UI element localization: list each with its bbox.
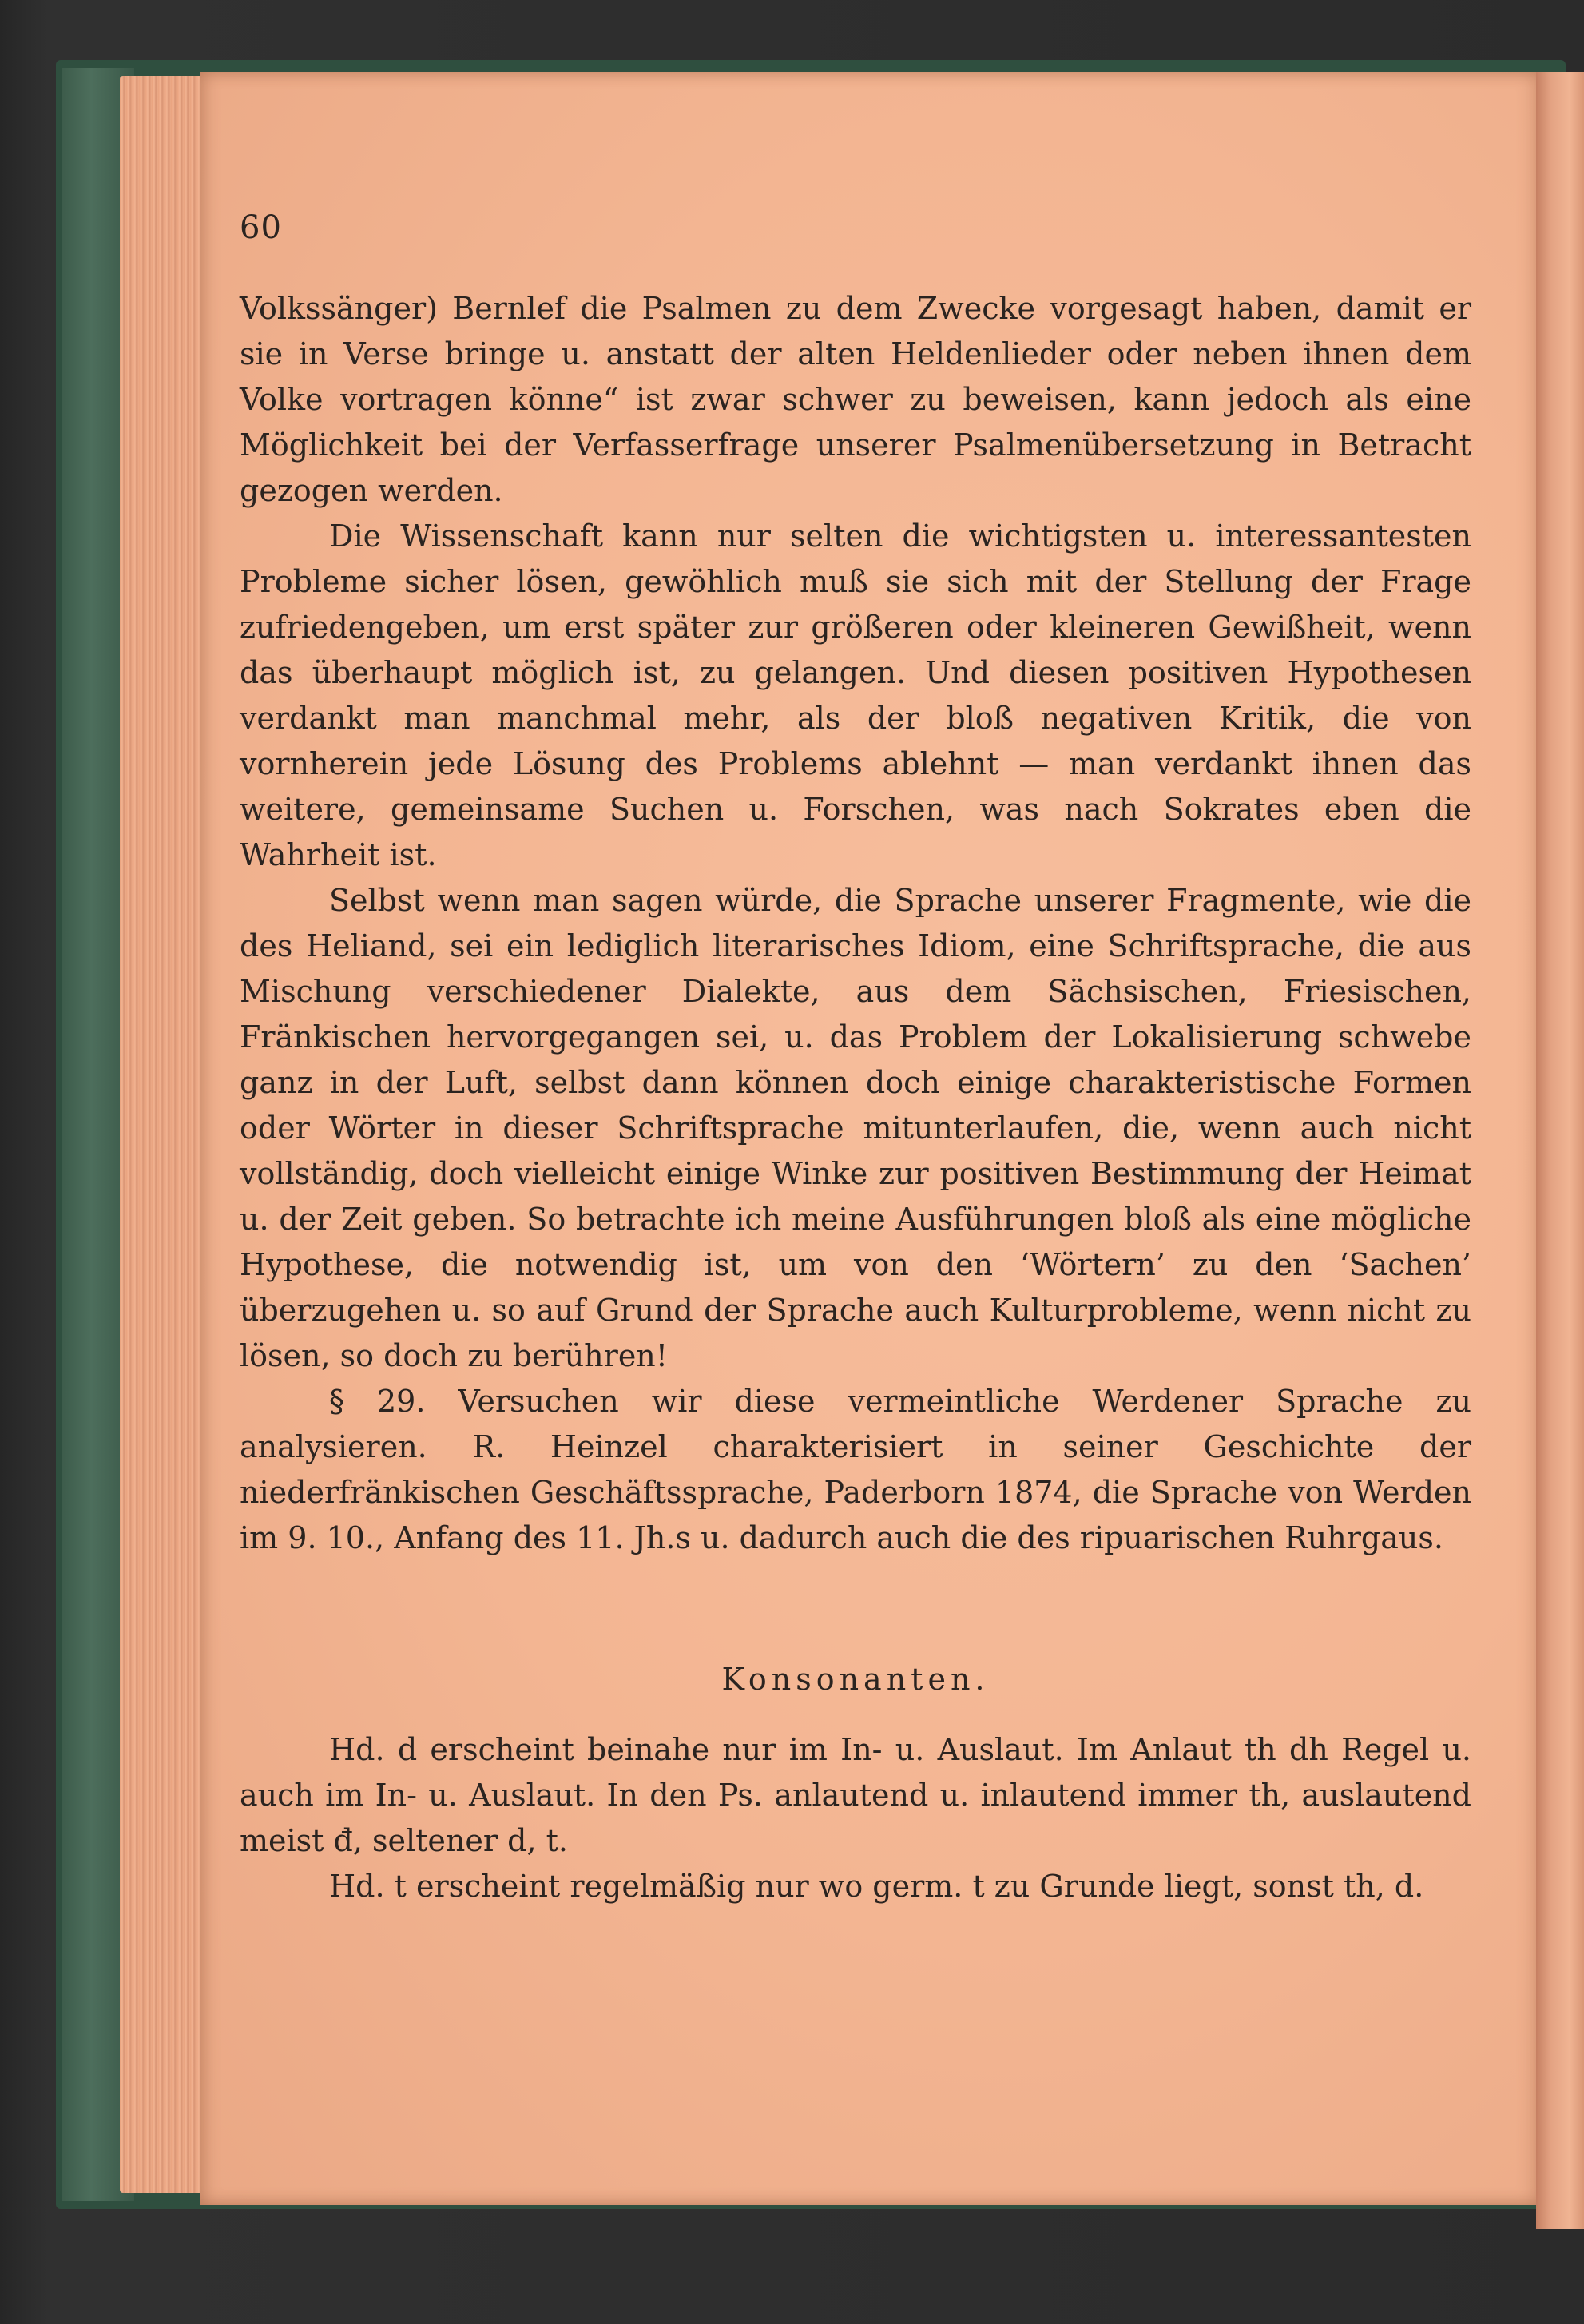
page-number: 60 (240, 209, 282, 246)
section-paragraph-1: Hd. d erscheint beinahe nur im In- u. Auslaut. Im Anlaut th dh Regel u. auch im In- u. Auslaut. In den Ps. anlautend u. inlautend immer th, auslautend meist đ, seltener d, t. (240, 1732, 1471, 1858)
section-paragraph-2: Hd. t erscheint regelmäßig nur wo germ. t zu Grunde liegt, sonst th, d. (329, 1869, 1424, 1904)
paragraph-3: Selbst wenn man sagen würde, die Sprache unserer Fragmente, wie die des Heliand, sei ein lediglich literarisches Idiom, eine Schriftsprache, die aus Mischung verschiedener Dialekte, aus dem Sächsischen, Friesischen, Fränkischen hervorgegangen sei, u. das Problem der Lokalisierung schwebe ganz in der Luft, selbst dann können doch einige charakteristische Formen oder Wörter in dieser Schriftsprache mitunterlaufen, die, wenn auch nicht vollständig, doch vielleicht einige Winke zur positiven Bestimmung der Heimat u. der Zeit geben. So betrachte ich meine Ausführungen bloß als eine mögliche Hypothese, die notwendig ist, um von den ‘Wörtern’ zu den ‘Sachen’ überzugehen u. so auf Grund der Sprache auch Kulturprobleme, wenn nicht zu lösen, so doch zu berühren! (240, 883, 1471, 1373)
section-heading: Konsonanten. (721, 1662, 990, 1697)
paragraph-4: § 29. Versuchen wir diese vermeintliche Werdener Sprache zu analysieren. R. Heinzel charakterisiert in seiner Geschichte der niederfränkischen Geschäftssprache, Paderborn 1874, die Sprache von Werden im 9. 10., Anfang des 11. Jh.s u. dadurch auch die des ripuarischen Ruhrgaus. (240, 1384, 1471, 1555)
paragraph-1: Volkssänger) Bernlef die Psalmen zu dem Zwecke vorgesagt haben, damit er sie in Verse bringe u. anstatt der alten Heldenlieder oder neben ihnen dem Volke vortragen könne“ ist zwar schwer zu beweisen, kann jedoch als eine Möglichkeit bei der Verfasserfrage unserer Psalmenübersetzung in Betracht gezogen werden. (240, 291, 1471, 508)
section-text (240, 1727, 1471, 1909)
right-page-edge (1536, 72, 1584, 2229)
paragraph-2: Die Wissenschaft kann nur selten die wichtigsten u. interessantesten Probleme sicher lösen, gewöhlich muß sie sich mit der Stellung der Frage zufriedengeben, um erst später zur größeren oder kleineren Gewißheit, wenn das überhaupt möglich ist, zu gelangen. Und diesen positiven Hypothesen verdankt man manchmal mehr, als der bloß negativen Kritik, die von vornherein jede Lösung des Problems ablehnt — man verdankt ihnen das weitere, gemeinsame Suchen u. Forschen, was nach Sokrates eben die Wahrheit ist. (240, 518, 1471, 872)
main-text (240, 286, 1471, 1561)
